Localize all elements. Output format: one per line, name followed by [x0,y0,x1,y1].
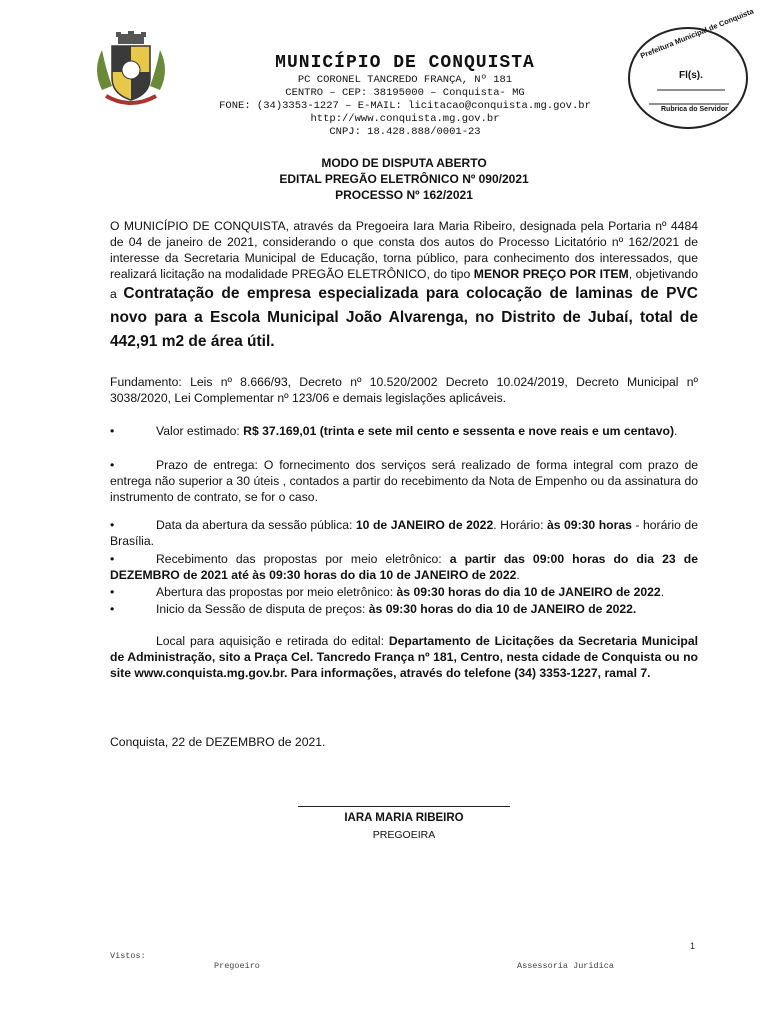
edital-heading [110,155,698,203]
opening-mid: . Horário: [493,518,547,532]
signatory-name: IARA MARIA RIBEIRO [344,812,464,824]
value-amount: R$ 37.169,01 (trinta e sete mil cento e sessenta e nove reais e um centavo) [243,424,675,438]
cnpj-line: CNPJ: 18.428.888/0001-23 [329,126,481,138]
receipt-end: . [516,568,520,582]
opening-time: às 09:30 horas [546,518,632,532]
intro-end: . [270,333,275,350]
edital-number: EDITAL PREGÃO ELETRÔNICO Nº 090/2021 [279,172,529,186]
municipal-coat-of-arms-icon [92,30,170,112]
footer-assessoria: Assessoria Jurídica [517,961,614,971]
dispute-start-label: Inicio da Sessão de disputa de preços: [156,602,369,616]
bid-object: Contratação de empresa especializada para colocação de laminas de PVC novo para a Escola Municipal João Alvarenga, no Distrito de Jubaí, total de 442,91 m2 de área útil [110,285,698,350]
signatory-role: PREGOEIRA [372,829,436,841]
dispute-start-time: às 09:30 horas do dia 10 de JANEIRO de 2022. [368,602,637,616]
proposal-opening-label: Abertura das propostas por meio eletrônico: [156,585,397,599]
delivery-term-item: • Prazo de entrega: O fornecimento dos serviços será realizado de forma integral com prazo de entrega não superior a 30 úteis , contados a partir do recebimento da Nota de Empenho ou da assinatura do instrumento de contrato, se for o caso. [110,458,698,504]
page-number: 1 [690,941,696,951]
address-line: PC CORONEL TANCREDO FRANÇA, Nº 181 [297,74,513,86]
website-line: http://www.conquista.mg.gov.br [310,113,500,125]
receipt-label: Recebimento das propostas por meio eletrônico: [156,552,450,566]
session-opening-item: • Data da abertura da sessão pública: 10 de JANEIRO de 2022. Horário: às 09:30 horas - horário de Brasília. [110,518,698,548]
value-label: Valor estimado: [156,424,244,438]
receipt-period: a partir das 09:00 horas do dia 23 de DEZEMBRO de 2021 até às 09:30 horas do dia 10 de JANEIRO de 2022 [110,552,698,582]
stamp-arc-text: Prefeitura Municipal de Conquista [639,6,755,61]
dispute-mode: MODO DE DISPUTA ABERTO [321,156,487,170]
location-text: Departamento de Licitações da Secretaria Municipal de Administração, sito a Praça Cel. Tancredo França nº 181, Centro, nesta cidade de Conquista ou no site www.conquista.mg.gov.br. Para informações, através do telefone (34) 3353-1227, ramal 7. [110,634,698,680]
proposal-opening-item: • Abertura das propostas por meio eletrônico: às 09:30 horas do dia 10 de JANEIRO de 2022. [110,585,665,599]
dispute-start-item: • Inicio da Sessão de disputa de preços: às 09:30 horas do dia 10 de JANEIRO de 2022. [110,602,637,616]
edital-location-paragraph [110,633,698,681]
value-end: . [674,424,678,438]
protocol-stamp [627,6,755,130]
document-date: Conquista, 22 de DEZEMBRO de 2021. [110,735,326,749]
intro-paragraph [110,218,698,354]
footer-vistos: Vistos: [110,951,146,961]
signature-line [298,798,510,807]
intro-text: O MUNICÍPIO DE CONQUISTA, através da Pregoeira Iara Maria Ribeiro, designada pela Portaria nº 4484 de 04 de janeiro de 2021, considerando o que consta dos autos do Processo Licitatório nº 162/2021 de interesse da Secretaria Municipal de Educação, torna público, para conhecimento dos interessados, que realizará licitação na modalidade PREGÃO ELETRÔNICO, do tipo [110,219,698,281]
stamp-bottom-text: Rubrica do Servidor [661,106,728,113]
estimated-value-item: • Valor estimado: R$ 37.169,01 (trinta e sete mil cento e sessenta e nove reais e um centavo). [110,424,678,438]
contact-line: FONE: (34)3353-1227 – E-MAIL: licitacao@conquista.mg.gov.br [219,100,591,112]
municipality-title: MUNICÍPIO DE CONQUISTA [275,53,535,73]
intro-text-2: , objetivando a [110,267,698,301]
opening-date: 10 de JANEIRO de 2022 [355,518,494,532]
bid-type: MENOR PREÇO POR ITEM [473,267,629,281]
proposal-opening-time: às 09:30 horas do dia 10 de JANEIRO de 2022 [396,585,661,599]
stamp-fls: Fl(s). [679,70,703,81]
process-number: PROCESSO Nº 162/2021 [335,188,473,202]
cep-line: CENTRO – CEP: 38195000 – Conquista- MG [285,87,525,99]
proposal-receipt-item: • Recebimento das propostas por meio eletrônico: a partir das 09:00 horas do dia 23 de DEZEMBRO de 2021 até às 09:30 horas do dia 10 de JANEIRO de 2022. [110,552,698,582]
opening-end: - horário de Brasília. [110,518,698,548]
delivery-term-text: Prazo de entrega: O fornecimento dos serviços será realizado de forma integral com prazo de entrega não superior a 30 úteis , contados a partir do recebimento da Nota de Empenho ou da assinatura do instrumento de contrato, se for o caso. [110,458,698,504]
letterhead [190,52,620,139]
footer-pregoeiro: Pregoeiro [214,961,260,971]
legal-basis: Fundamento: Leis nº 8.666/93, Decreto nº 10.520/2002 Decreto 10.024/2019, Decreto Municipal nº 3038/2020, Lei Complementar nº 123/06 e demais legislações aplicáveis. [110,375,698,405]
proposal-opening-end: . [660,585,665,599]
opening-label: Data da abertura da sessão pública: [156,518,356,532]
location-label: Local para aquisição e retirada do edital: [156,634,389,648]
